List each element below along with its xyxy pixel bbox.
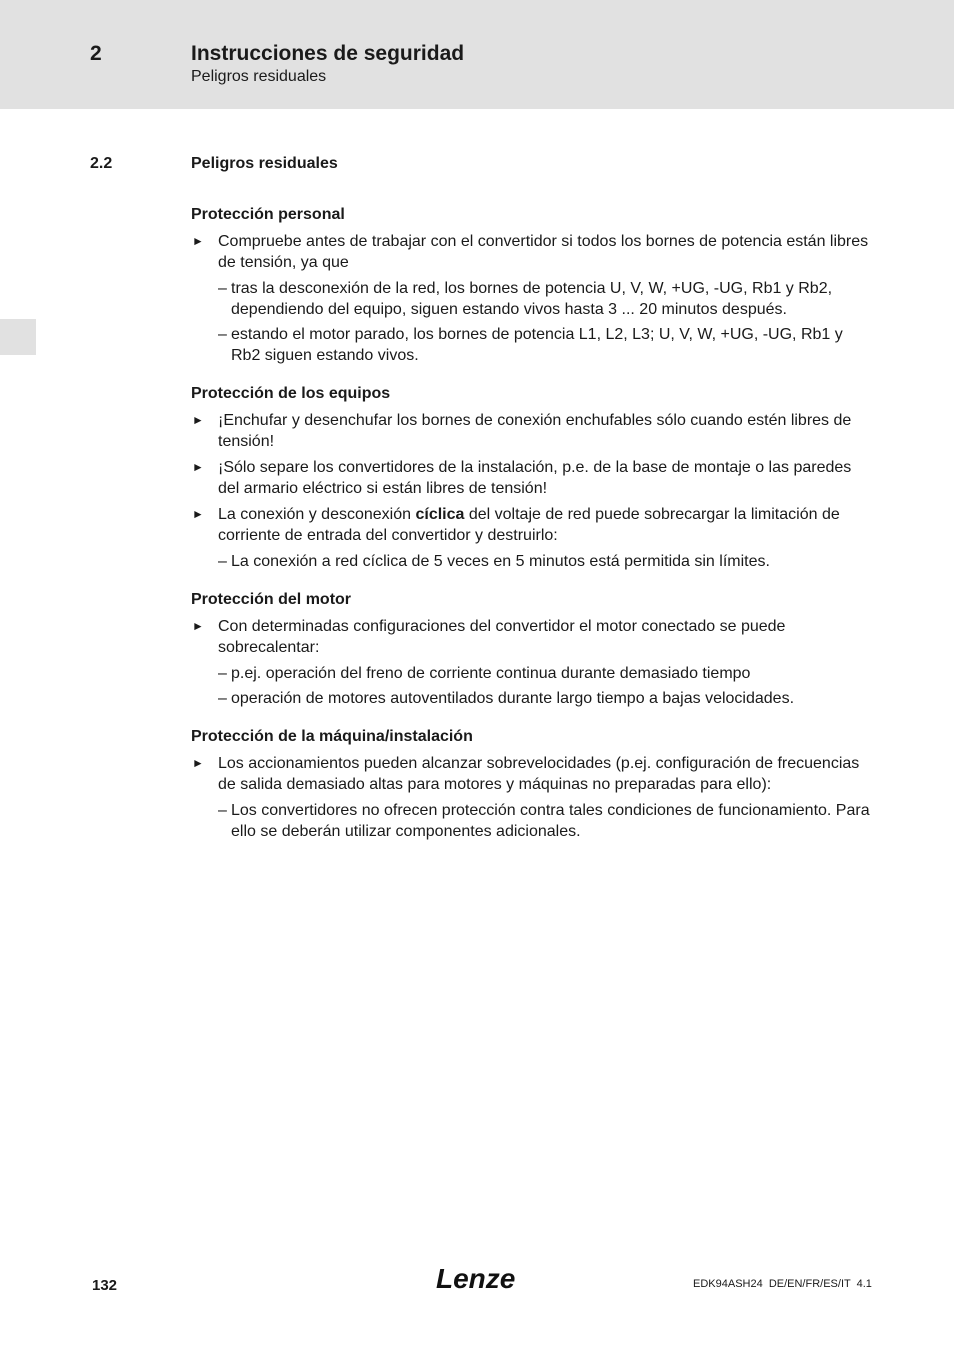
content-block	[191, 204, 871, 366]
bullet-item	[191, 457, 871, 499]
bullet-text: Con determinadas configuraciones del convertidor el motor conectado se puede sobrecalentar:	[218, 618, 786, 656]
bullet-text: ¡Enchufar y desenchufar los bornes de conexión enchufables sólo cuando estén libres de tensión!	[218, 412, 852, 450]
subsection-heading: Protección del motor	[191, 591, 352, 608]
sub-item	[191, 324, 871, 366]
chapter-number: 2	[90, 42, 102, 65]
bullet-arrow-icon: ►	[192, 460, 204, 474]
side-chapter-tab	[0, 319, 36, 355]
dash-mark: –	[218, 665, 227, 682]
page-number: 132	[92, 1277, 118, 1294]
sub-item	[191, 663, 871, 684]
sub-item-text: p.ej. operación del freno de corriente continua durante demasiado tiempo	[231, 665, 751, 682]
subsection-heading: Protección personal	[191, 206, 345, 223]
bullet-item	[191, 616, 871, 658]
dash-mark: –	[218, 690, 227, 707]
bullet-item	[191, 410, 871, 452]
dash-mark: –	[218, 802, 227, 819]
bullet-arrow-icon: ►	[192, 507, 204, 521]
sub-item-text: La conexión a red cíclica de 5 veces en 5 minutos está permitida sin límites.	[231, 553, 770, 570]
sub-item	[191, 688, 871, 709]
logo-wordmark: Lenze	[436, 1263, 516, 1294]
sub-item-text: tras la desconexión de la red, los bornes de potencia U, V, W, +UG, -UG, Rb1 y Rb2, dependiendo del equipo, siguen estando vivos hasta 3 ... 20 minutos después.	[231, 280, 833, 318]
dash-mark: –	[218, 326, 227, 343]
bullet-item	[191, 504, 871, 546]
content-block	[191, 726, 871, 842]
dash-mark: –	[218, 553, 227, 570]
bullet-item	[191, 231, 871, 273]
subsection-heading: Protección de la máquina/instalación	[191, 728, 473, 745]
chapter-header-band	[0, 0, 954, 109]
sub-item-text: operación de motores autoventilados durante largo tiempo a bajas velocidades.	[231, 690, 795, 707]
content-block	[191, 589, 871, 709]
bullet-item	[191, 753, 871, 795]
bullet-text: La conexión y desconexión	[218, 506, 416, 523]
bullet-text: ¡Sólo separe los convertidores de la instalación, p.e. de la base de montaje o las paredes del armario eléctrico si están libres de tensión!	[218, 459, 852, 497]
sub-item-text: Los convertidores no ofrecen protección contra tales condiciones de funcionamiento. Para ello se deberán utilizar componentes adicionales.	[231, 802, 870, 840]
section-number: 2.2	[90, 155, 113, 172]
subsection-heading: Protección de los equipos	[191, 385, 391, 402]
chapter-subtitle: Peligros residuales	[191, 68, 327, 85]
dash-mark: –	[218, 280, 227, 297]
chapter-title: Instrucciones de seguridad	[191, 42, 465, 65]
bullet-text-emphasis: cíclica	[415, 506, 465, 523]
section-title: Peligros residuales	[191, 155, 338, 172]
bullet-arrow-icon: ►	[192, 234, 204, 248]
content-body	[191, 204, 871, 859]
bullet-text: del voltaje de red puede sobrecargar la limitación de corriente de entrada del convertidor y destruirlo:	[218, 506, 840, 544]
bullet-arrow-icon: ►	[192, 756, 204, 770]
bullet-text: Los accionamientos pueden alcanzar sobrevelocidades (p.ej. configuración de frecuencias de salida demasiado altas para motores y máquinas no preparadas para ello):	[218, 755, 860, 793]
document-code: EDK94ASH24 DE/EN/FR/ES/IT 4.1	[693, 1278, 872, 1290]
sub-item	[191, 278, 871, 320]
sub-item	[191, 551, 871, 572]
lenze-logo	[436, 1263, 516, 1295]
sub-item	[191, 800, 871, 842]
content-block	[191, 383, 871, 572]
bullet-arrow-icon: ►	[192, 413, 204, 427]
bullet-arrow-icon: ►	[192, 619, 204, 633]
sub-item-text: estando el motor parado, los bornes de potencia L1, L2, L3; U, V, W, +UG, -UG, Rb1 y Rb2 siguen estando vivos.	[231, 326, 843, 364]
bullet-text: Compruebe antes de trabajar con el convertidor si todos los bornes de potencia están libres de tensión, ya que	[218, 233, 869, 271]
